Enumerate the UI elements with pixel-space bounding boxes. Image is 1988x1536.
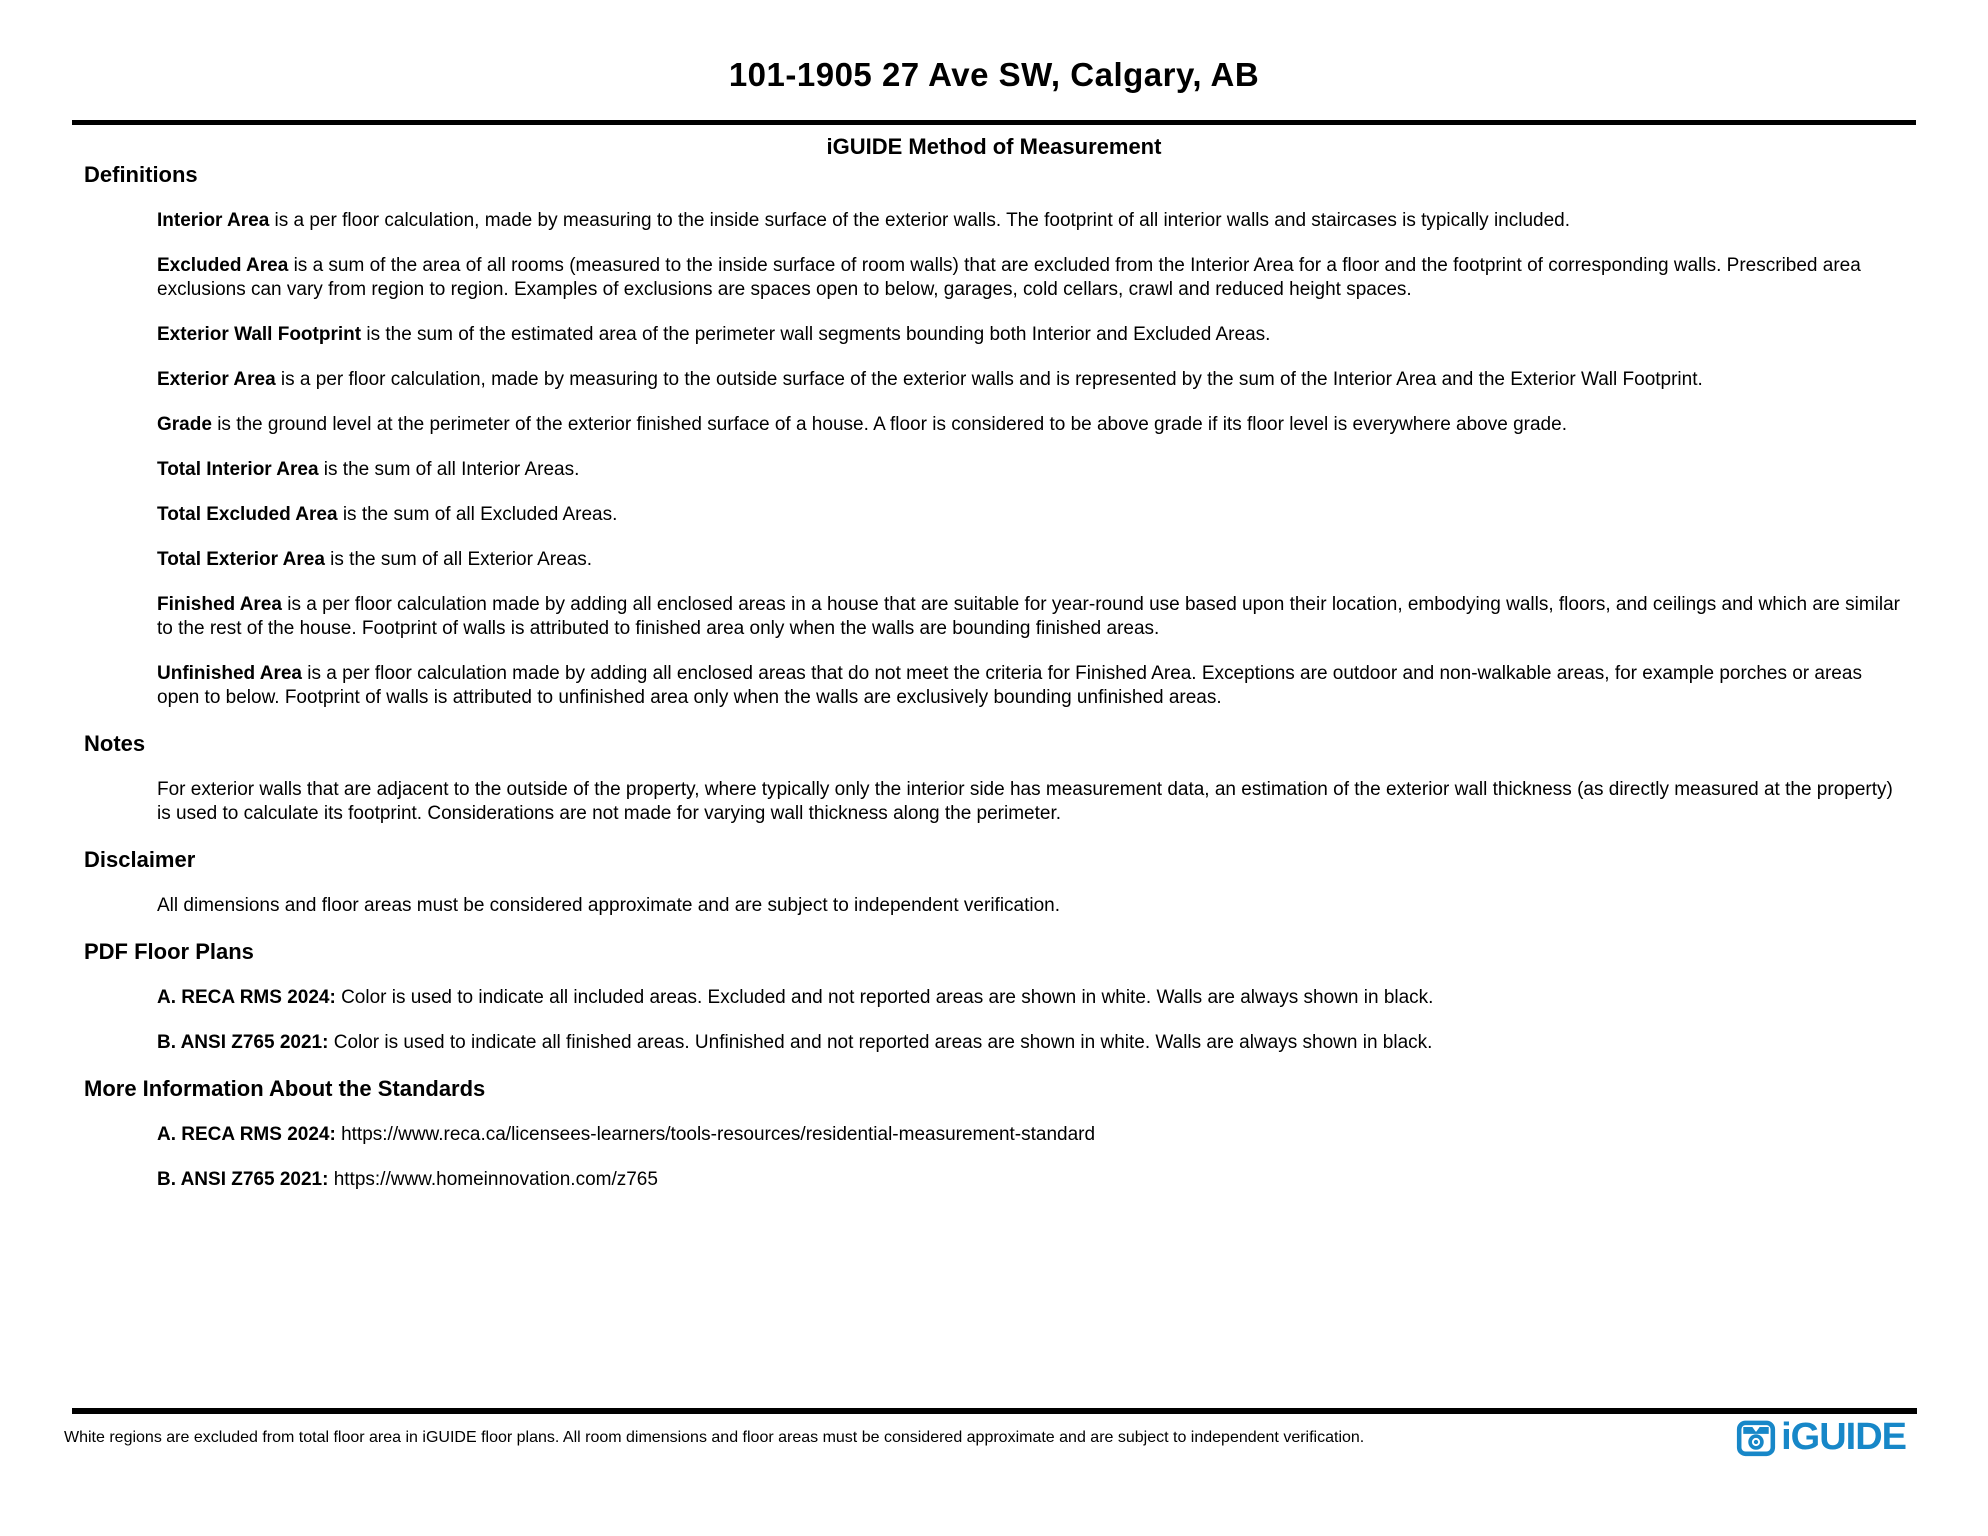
header-divider: [72, 120, 1916, 125]
definition-term: Exterior Wall Footprint: [157, 324, 362, 345]
definition-item-exterior-area: [157, 368, 1905, 392]
definition-term: Unfinished Area: [157, 663, 302, 684]
standard-text: Color is used to indicate all included areas. Excluded and not reported areas are shown in white. Walls are always shown in black.: [335, 987, 1434, 1008]
definition-text: is the sum of all Interior Areas.: [318, 459, 580, 480]
notes-paragraph: For exterior walls that are adjacent to the outside of the property, where typically only the interior side has measurement data, an estimation of the exterior wall thickness (as directly measured at the property) is used to calculate its footprint. Considerations are not made for varying wall thickness along the perimeter.: [157, 779, 1893, 824]
definition-term: Finished Area: [157, 594, 282, 615]
page-title: 101-1905 27 Ave SW, Calgary, AB: [728, 56, 1260, 93]
definition-text: is a per floor calculation, made by measuring to the inside surface of the exterior walls. The footprint of all interior walls and staircases is typically included.: [269, 210, 1571, 231]
definition-text: is a sum of the area of all rooms (measured to the inside surface of room walls) that are excluded from the Interior Area for a floor and the footprint of corresponding walls. Prescribed area exclusions can vary from region to region. Examples of exclusions are spaces open to below, garages, cold cellars, crawl and reduced height spaces.: [157, 255, 1861, 300]
document-subtitle: iGUIDE Method of Measurement: [826, 134, 1162, 159]
standard-term: B. ANSI Z765 2021:: [157, 1032, 329, 1053]
definition-text: is a per floor calculation made by adding all enclosed areas that do not meet the criteria for Finished Area. Exceptions are outdoor and non-walkable areas, for example porches or areas open to below. Footprint of walls is attributed to unfinished area only when the walls are exclusively bounding unfinished areas.: [157, 663, 1862, 708]
definition-item-total-excluded-area: [157, 503, 1905, 527]
definition-term: Exterior Area: [157, 369, 276, 390]
iguide-camera-icon: [1736, 1417, 1776, 1457]
section-heading-pdf-floor-plans: PDF Floor Plans: [84, 939, 254, 964]
definition-item-total-exterior-area: [157, 548, 1905, 572]
definition-term: Total Interior Area: [157, 459, 319, 480]
section-heading-definitions: Definitions: [84, 162, 198, 187]
definition-term: Total Excluded Area: [157, 504, 338, 525]
standard-term: A. RECA RMS 2024:: [157, 1124, 336, 1145]
pdf-floor-plans-item-reca: [157, 986, 1905, 1010]
definition-item-excluded-area: [157, 254, 1905, 302]
standard-url-text: https://www.homeinnovation.com/z765: [328, 1169, 658, 1190]
definition-item-total-interior-area: [157, 458, 1905, 482]
definition-text: is the ground level at the perimeter of the exterior finished surface of a house. A floor is considered to be above grade if its floor level is everywhere above grade.: [211, 414, 1567, 435]
definition-term: Total Exterior Area: [157, 549, 325, 570]
pdf-floor-plans-item-ansi: [157, 1031, 1905, 1055]
standard-text: Color is used to indicate all finished areas. Unfinished and not reported areas are shown in white. Walls are always shown in black.: [328, 1032, 1433, 1053]
definition-text: is the sum of all Excluded Areas.: [337, 504, 618, 525]
definition-item-exterior-wall-footprint: [157, 323, 1905, 347]
definition-term: Interior Area: [157, 210, 270, 231]
section-heading-more-information: More Information About the Standards: [84, 1076, 486, 1101]
definition-text: is the sum of the estimated area of the perimeter wall segments bounding both Interior and Excluded Areas.: [361, 324, 1271, 345]
footer-divider: [72, 1408, 1917, 1414]
standard-url-text: https://www.reca.ca/licensees-learners/tools-resources/residential-measurement-standard: [335, 1124, 1096, 1145]
section-heading-notes: Notes: [84, 731, 146, 756]
iguide-logo-text: iGUIDE: [1781, 1416, 1906, 1458]
iguide-logo: [1736, 1417, 1906, 1457]
definition-item-interior-area: [157, 209, 1905, 233]
section-heading-disclaimer: Disclaimer: [84, 847, 196, 872]
definition-text: is the sum of all Exterior Areas.: [324, 549, 593, 570]
standard-term: B. ANSI Z765 2021:: [157, 1169, 329, 1190]
definition-term: Grade: [157, 414, 212, 435]
footer-note: White regions are excluded from total floor area in iGUIDE floor plans. All room dimensions and floor areas must be considered approximate and are subject to independent verification.: [64, 1429, 1365, 1446]
disclaimer-paragraph: All dimensions and floor areas must be considered approximate and are subject to independent verification.: [157, 895, 1061, 916]
definition-term: Excluded Area: [157, 255, 289, 276]
definition-text: is a per floor calculation, made by measuring to the outside surface of the exterior walls and is represented by the sum of the Interior Area and the Exterior Wall Footprint.: [275, 369, 1703, 390]
standard-term: A. RECA RMS 2024:: [157, 987, 336, 1008]
definition-item-grade: [157, 413, 1905, 437]
definition-text: is a per floor calculation made by adding all enclosed areas in a house that are suitable for year-round use based upon their location, embodying walls, floors, and ceilings and which are similar to the rest of the house. Footprint of walls is attributed to finished area only when the walls are bounding finished areas.: [157, 594, 1900, 639]
definition-item-finished-area: [157, 593, 1905, 641]
more-info-item-ansi-url: [157, 1168, 1905, 1192]
more-info-item-reca-url: [157, 1123, 1905, 1147]
definition-item-unfinished-area: [157, 662, 1905, 710]
